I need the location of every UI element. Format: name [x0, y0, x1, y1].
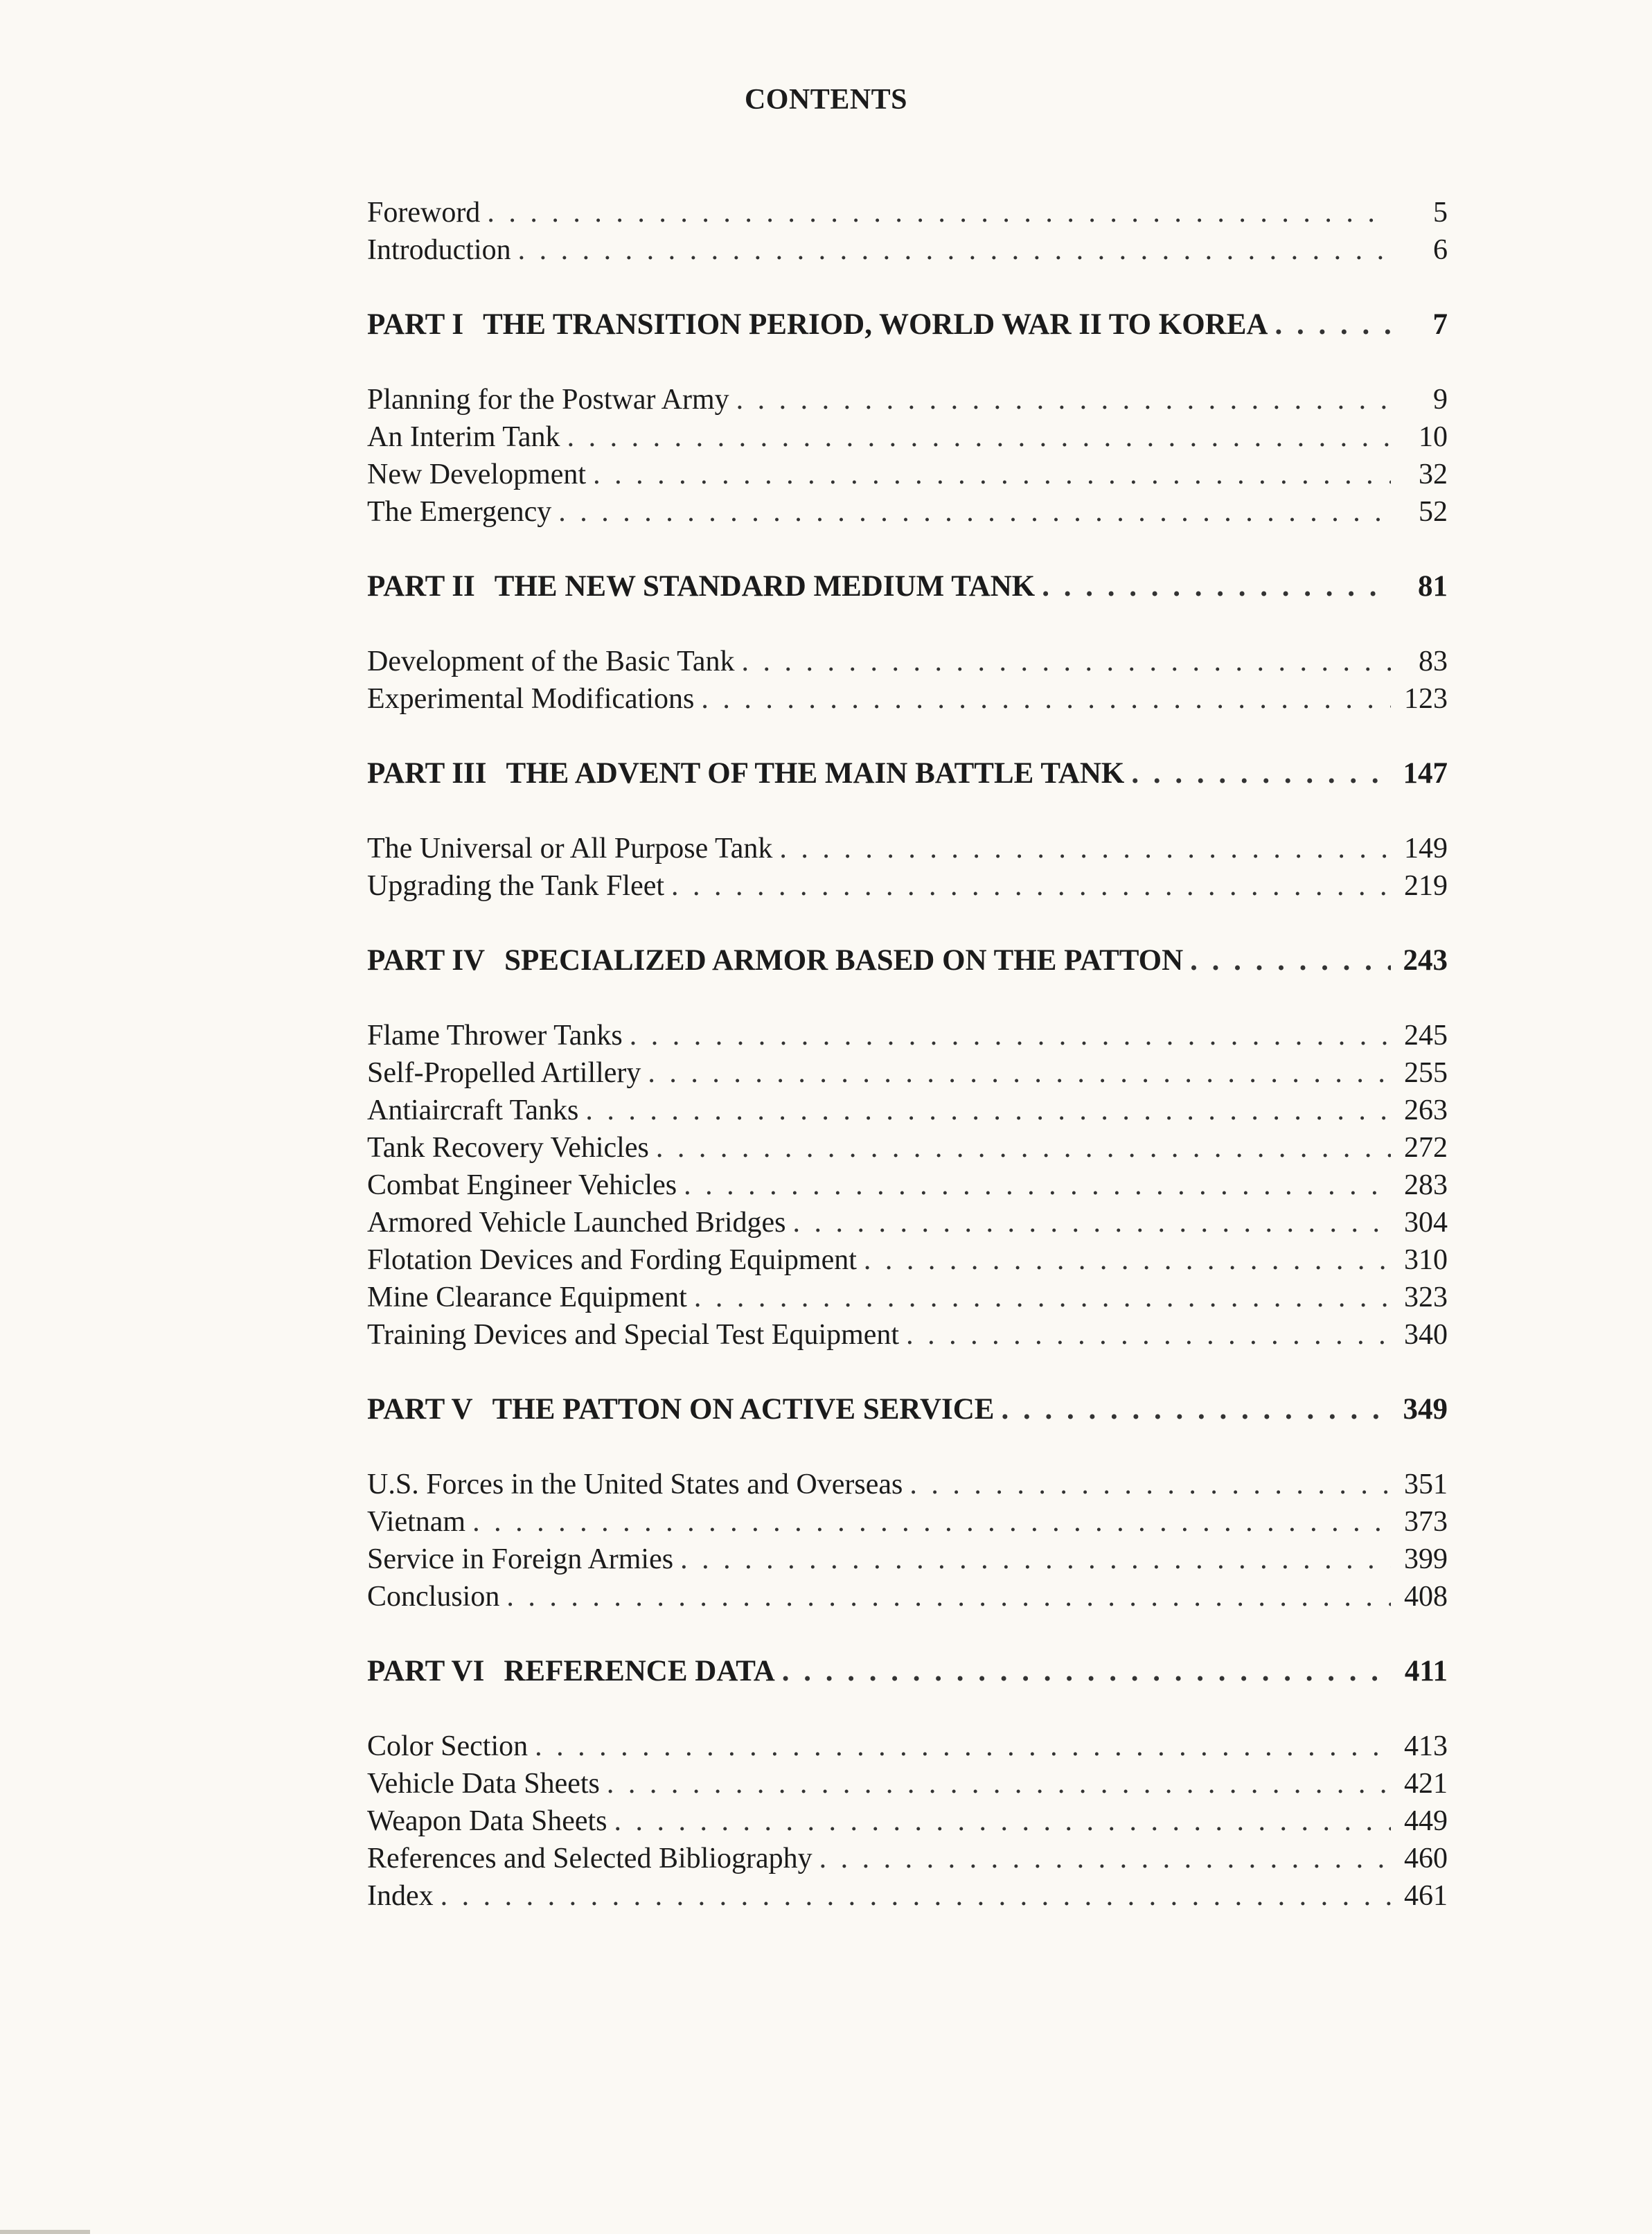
dot-leader	[567, 418, 1391, 456]
toc-entry[interactable]	[367, 456, 1448, 493]
toc-entry-page: 421	[1404, 1768, 1448, 1800]
toc-entry-label: U.S. Forces in the United States and Overseas	[367, 1469, 903, 1500]
toc-entry-label: Planning for the Postwar Army	[367, 384, 729, 416]
toc-entry[interactable]	[367, 418, 1448, 456]
toc-entry-label: Training Devices and Special Test Equipment	[367, 1319, 900, 1351]
part-title: THE PATTON ON ACTIVE SERVICE	[492, 1393, 995, 1426]
toc-entry[interactable]	[367, 643, 1448, 680]
toc-entry[interactable]	[367, 1054, 1448, 1092]
toc-entry-label: Antiaircraft Tanks	[367, 1094, 579, 1126]
toc-entry-page: 245	[1404, 1020, 1448, 1052]
toc-entry-page: 83	[1419, 646, 1448, 677]
toc-entry-page: 272	[1404, 1132, 1448, 1164]
toc-entry[interactable]	[367, 1466, 1448, 1503]
part-number: PART II	[367, 570, 475, 603]
part-number: PART IV	[367, 944, 486, 977]
dot-leader	[585, 1092, 1391, 1129]
part-heading-group	[367, 1653, 1448, 1690]
toc-entry-page: 460	[1404, 1843, 1448, 1874]
part-title: THE NEW STANDARD MEDIUM TANK	[494, 570, 1036, 603]
toc-entry-label: Foreword	[367, 197, 481, 229]
dot-leader	[782, 1653, 1391, 1690]
toc-entry-page: 408	[1404, 1581, 1448, 1613]
dot-leader	[630, 1017, 1391, 1054]
page-title: CONTENTS	[744, 84, 908, 116]
toc-entry-label: Introduction	[367, 234, 511, 266]
part-heading[interactable]	[367, 568, 1448, 605]
toc-entry-label: Weapon Data Sheets	[367, 1805, 607, 1837]
toc-entry-label: Tank Recovery Vehicles	[367, 1132, 649, 1164]
dot-leader	[671, 867, 1391, 905]
chapter-list	[367, 1728, 1448, 1915]
part-number: PART I	[367, 308, 464, 341]
part-number: PART VI	[367, 1655, 485, 1687]
part-page: 243	[1403, 944, 1448, 977]
toc-entry[interactable]	[367, 1204, 1448, 1241]
dot-leader	[741, 643, 1391, 680]
toc-entry-label: Upgrading the Tank Fleet	[367, 870, 665, 902]
toc-entry[interactable]	[367, 1017, 1448, 1054]
toc-entry-page: 449	[1404, 1805, 1448, 1837]
toc-entry-label: References and Selected Bibliography	[367, 1843, 812, 1874]
dot-leader	[1042, 568, 1391, 605]
part-heading-group	[367, 942, 1448, 979]
part-page: 81	[1418, 570, 1448, 603]
part-heading-label	[367, 1391, 994, 1428]
toc-entry-label: New Development	[367, 459, 587, 490]
scan-edge-mark	[0, 2230, 90, 2234]
part-heading[interactable]	[367, 942, 1448, 979]
toc-entry-label: Armored Vehicle Launched Bridges	[367, 1207, 786, 1239]
toc-entry-label: Flotation Devices and Fording Equipment	[367, 1244, 857, 1276]
part-page: 411	[1404, 1655, 1448, 1687]
toc-entry-introduction[interactable]	[367, 231, 1448, 269]
dot-leader	[614, 1802, 1392, 1840]
toc-entry-label: Color Section	[367, 1730, 529, 1762]
part-heading-label	[367, 942, 1183, 979]
dot-leader	[1274, 306, 1391, 344]
dot-leader	[441, 1877, 1391, 1915]
toc-entry-page: 283	[1404, 1169, 1448, 1201]
part-heading[interactable]	[367, 306, 1448, 344]
toc-entry-label: Development of the Basic Tank	[367, 646, 735, 677]
toc-entry[interactable]	[367, 1802, 1448, 1840]
toc-entry-page: 310	[1404, 1244, 1448, 1276]
toc-entry-label: An Interim Tank	[367, 421, 560, 453]
part-heading-label	[367, 306, 1268, 344]
dot-leader	[593, 456, 1391, 493]
part-heading-label	[367, 755, 1124, 792]
toc-entry-label: The Universal or All Purpose Tank	[367, 833, 773, 865]
part-heading-group	[367, 1391, 1448, 1428]
toc-entry-label: Experimental Modifications	[367, 683, 695, 715]
toc-entry-page: 263	[1404, 1094, 1448, 1126]
dot-leader	[701, 680, 1391, 718]
toc-entry-page: 6	[1433, 234, 1448, 266]
dot-leader	[518, 231, 1391, 269]
toc-entry-page: 32	[1419, 459, 1448, 490]
part-title: THE ADVENT OF THE MAIN BATTLE TANK	[506, 757, 1125, 790]
toc-entry-page: 219	[1404, 870, 1448, 902]
part-number: PART V	[367, 1393, 473, 1426]
toc-entry[interactable]	[367, 830, 1448, 867]
toc-entry-label: Combat Engineer Vehicles	[367, 1169, 677, 1201]
toc-entry[interactable]	[367, 680, 1448, 718]
toc-entry-page: 52	[1419, 496, 1448, 528]
part-heading-group	[367, 568, 1448, 605]
toc-entry-label: Service in Foreign Armies	[367, 1543, 674, 1575]
part-heading[interactable]	[367, 1391, 1448, 1428]
toc-entry-label: Index	[367, 1880, 434, 1912]
toc-entry-page: 323	[1404, 1282, 1448, 1313]
toc-entry[interactable]	[367, 1877, 1448, 1915]
dot-leader	[656, 1129, 1391, 1167]
toc-entry[interactable]	[367, 867, 1448, 905]
dot-leader	[1131, 755, 1391, 792]
part-title: REFERENCE DATA	[504, 1655, 775, 1687]
toc-entry-page: 461	[1404, 1880, 1448, 1912]
toc-entry[interactable]	[367, 1092, 1448, 1129]
toc-entry-label: Self-Propelled Artillery	[367, 1057, 641, 1089]
toc-entry-label: The Emergency	[367, 496, 552, 528]
dot-leader	[909, 1466, 1391, 1503]
dot-leader	[487, 194, 1391, 231]
dot-leader	[819, 1840, 1391, 1877]
toc-entry-label: Vehicle Data Sheets	[367, 1768, 600, 1800]
dot-leader	[736, 381, 1391, 418]
toc-entry-page: 351	[1404, 1469, 1448, 1500]
part-page: 349	[1403, 1393, 1448, 1426]
toc-entry-foreword[interactable]	[367, 194, 1448, 231]
toc-entry[interactable]	[367, 1503, 1448, 1541]
part-title: SPECIALIZED ARMOR BASED ON THE PATTON	[504, 944, 1184, 977]
part-heading-group	[367, 755, 1448, 792]
table-of-contents	[367, 194, 1448, 1952]
toc-entry[interactable]	[367, 1241, 1448, 1279]
toc-entry[interactable]	[367, 1316, 1448, 1354]
toc-entry-page: 304	[1404, 1207, 1448, 1239]
toc-entry[interactable]	[367, 1578, 1448, 1615]
dot-leader	[1190, 942, 1391, 979]
toc-entry[interactable]	[367, 1840, 1448, 1877]
dot-leader	[1001, 1391, 1391, 1428]
dot-leader	[779, 830, 1391, 867]
dot-leader	[558, 493, 1391, 531]
chapter-list	[367, 381, 1448, 531]
toc-entry-page: 255	[1404, 1057, 1448, 1089]
toc-entry-page: 9	[1433, 384, 1448, 416]
toc-entry-label: Vietnam	[367, 1506, 466, 1538]
dot-leader	[535, 1728, 1391, 1765]
dot-leader	[506, 1578, 1391, 1615]
dot-leader	[906, 1316, 1391, 1354]
dot-leader	[607, 1765, 1391, 1802]
toc-entry[interactable]	[367, 1728, 1448, 1765]
toc-entry-page: 340	[1404, 1319, 1448, 1351]
front-matter	[367, 194, 1448, 269]
part-number: PART III	[367, 757, 487, 790]
part-heading-label	[367, 1653, 775, 1690]
toc-entry[interactable]	[367, 381, 1448, 418]
toc-entry-page: 10	[1419, 421, 1448, 453]
toc-entry-page: 5	[1433, 197, 1448, 229]
part-page: 147	[1403, 757, 1448, 790]
dot-leader	[694, 1279, 1391, 1316]
toc-entry[interactable]	[367, 1541, 1448, 1578]
toc-entry-page: 149	[1404, 833, 1448, 865]
toc-entry[interactable]	[367, 1129, 1448, 1167]
part-heading[interactable]	[367, 755, 1448, 792]
chapter-list	[367, 1017, 1448, 1354]
toc-entry-page: 123	[1404, 683, 1448, 715]
dot-leader	[793, 1204, 1391, 1241]
dot-leader	[864, 1241, 1391, 1279]
toc-entry-page: 373	[1404, 1506, 1448, 1538]
dot-leader	[472, 1503, 1391, 1541]
part-heading-label	[367, 568, 1035, 605]
part-heading-group	[367, 306, 1448, 344]
chapter-list	[367, 830, 1448, 905]
chapter-list	[367, 1466, 1448, 1615]
toc-entry-label: Flame Thrower Tanks	[367, 1020, 623, 1052]
part-title: THE TRANSITION PERIOD, WORLD WAR II TO KOREA	[483, 308, 1268, 341]
toc-entry-page: 399	[1404, 1543, 1448, 1575]
chapter-list	[367, 643, 1448, 718]
dot-leader	[684, 1167, 1391, 1204]
toc-entry[interactable]	[367, 1167, 1448, 1204]
toc-entry[interactable]	[367, 1765, 1448, 1802]
dot-leader	[680, 1541, 1391, 1578]
dot-leader	[648, 1054, 1391, 1092]
toc-entry[interactable]	[367, 493, 1448, 531]
part-heading[interactable]	[367, 1653, 1448, 1690]
toc-entry-label: Conclusion	[367, 1581, 500, 1613]
part-page: 7	[1432, 308, 1448, 341]
toc-entry[interactable]	[367, 1279, 1448, 1316]
toc-entry-label: Mine Clearance Equipment	[367, 1282, 687, 1313]
toc-entry-page: 413	[1404, 1730, 1448, 1762]
